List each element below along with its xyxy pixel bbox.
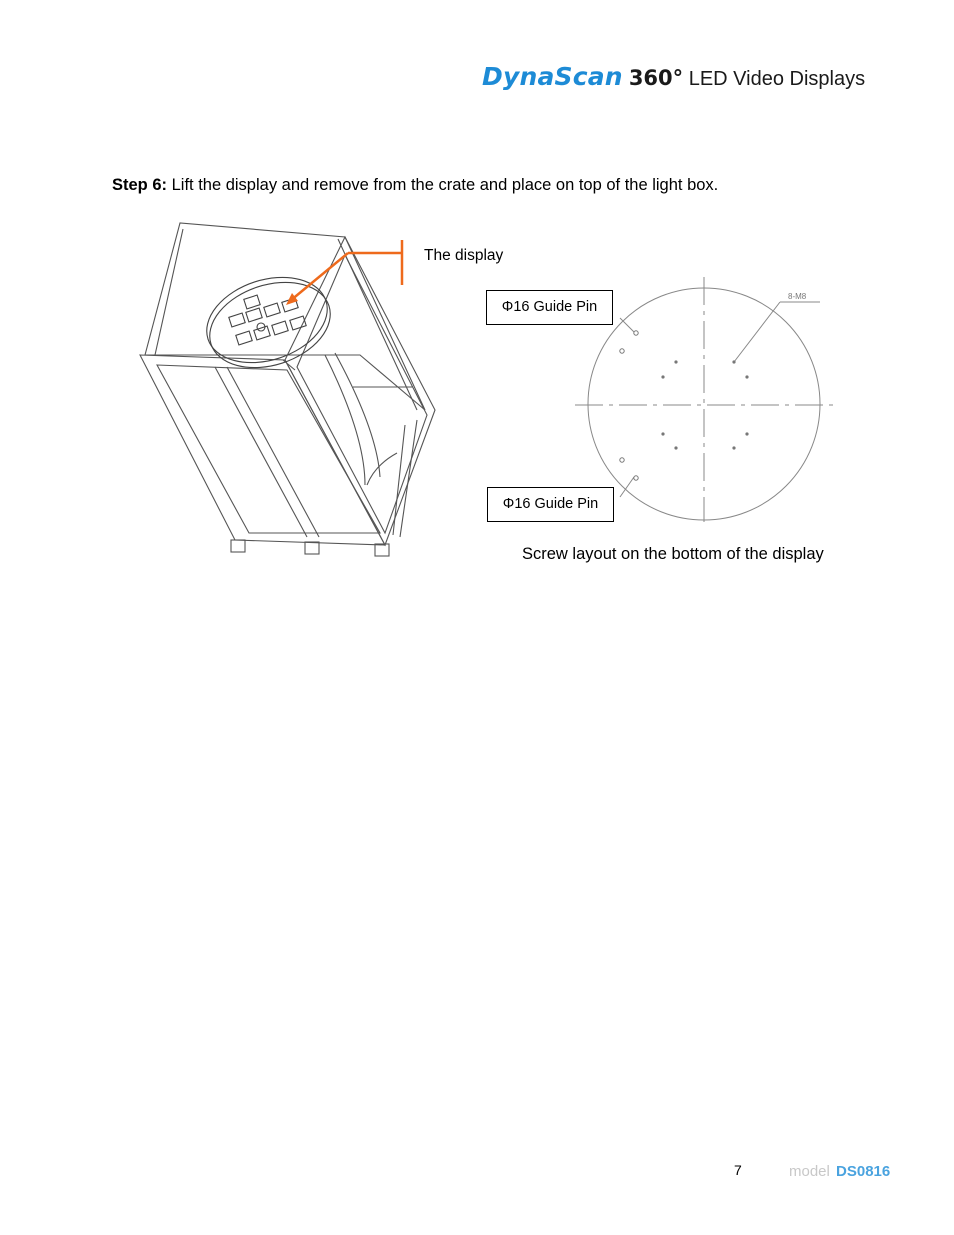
- display-pointer-arrow: [280, 235, 410, 310]
- page-header: [482, 62, 865, 102]
- step-label: Step 6:: [112, 176, 168, 194]
- guide-pin-label-top: Φ16 Guide Pin: [486, 290, 613, 325]
- header-tagline: LED Video Displays: [688, 68, 866, 90]
- model-badge: [789, 1163, 890, 1180]
- guide-pin-label-bottom: Φ16 Guide Pin: [487, 487, 614, 522]
- screw-layout-diagram: [570, 272, 840, 527]
- model-code: DS0816: [836, 1163, 891, 1180]
- page-number: 7: [734, 1162, 742, 1178]
- crate-front-panel: [140, 355, 385, 545]
- step-instruction: [112, 176, 718, 195]
- figure-caption: Screw layout on the bottom of the display: [522, 545, 824, 563]
- step-text: Lift the display and remove from the crate and place on top of the light box.: [167, 176, 719, 194]
- brand-360: 360°: [628, 66, 684, 90]
- model-word: model: [789, 1163, 830, 1180]
- brand-logo: DynaScan: [482, 62, 623, 91]
- display-label: The display: [424, 247, 504, 264]
- bolt-spec-label: 8-M8: [788, 292, 807, 301]
